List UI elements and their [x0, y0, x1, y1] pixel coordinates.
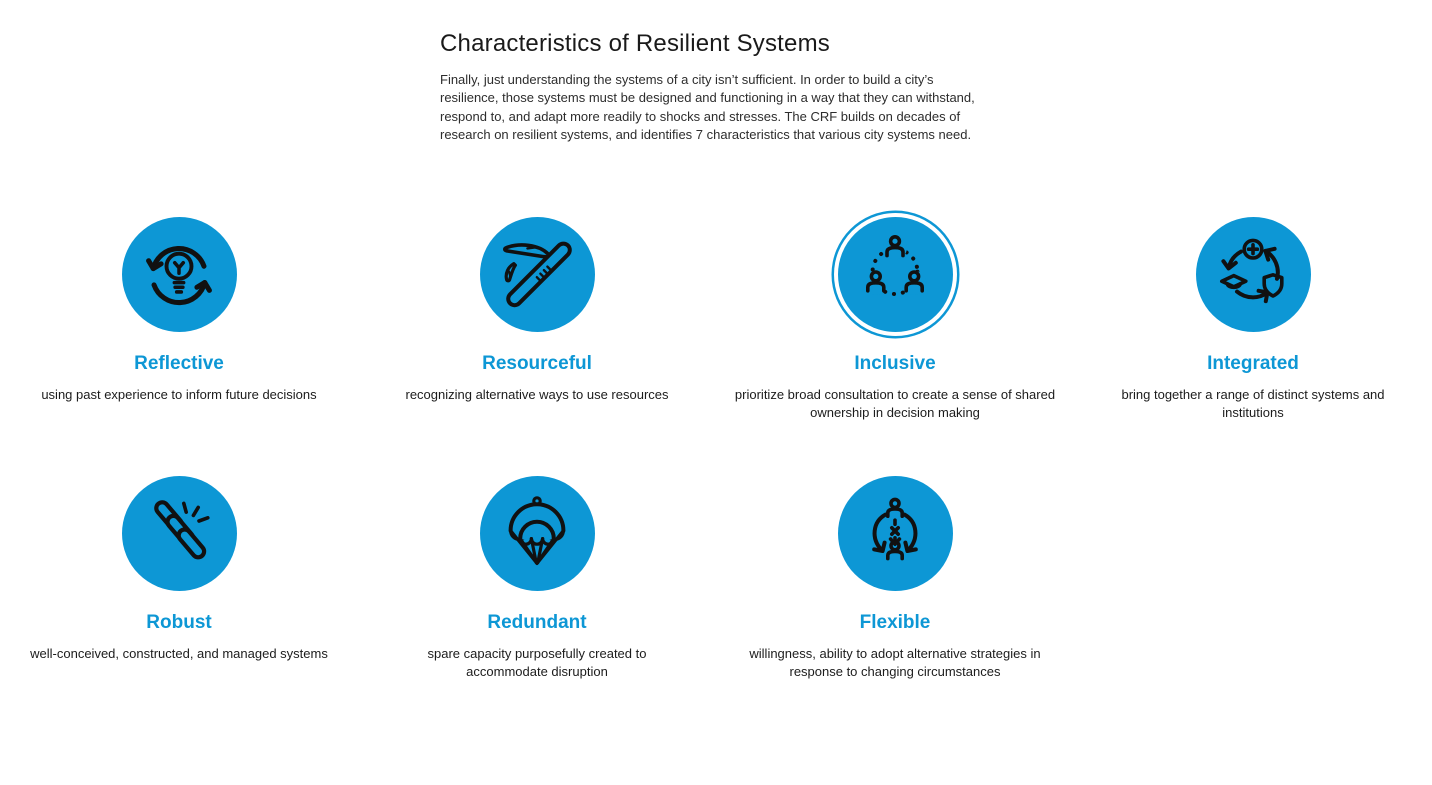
lightbulb-cycle-icon	[140, 235, 218, 313]
characteristic-card-inclusive	[716, 217, 1074, 422]
page-title: Characteristics of Resilient Systems	[440, 30, 830, 57]
characteristic-card-redundant	[358, 476, 716, 681]
characteristic-label: Integrated	[1207, 352, 1299, 374]
characteristic-button-resourceful[interactable]	[480, 217, 595, 332]
characteristic-button-flexible[interactable]	[838, 476, 953, 591]
characteristic-button-integrated[interactable]	[1196, 217, 1311, 332]
characteristic-label: Reflective	[134, 352, 224, 374]
characteristics-grid	[0, 217, 1432, 681]
characteristic-button-robust[interactable]	[122, 476, 237, 591]
characteristic-card-flexible	[716, 476, 1074, 681]
swiss-army-knife-icon	[497, 234, 577, 314]
characteristic-description: bring together a range of distinct systems and institutions	[1121, 386, 1385, 420]
characteristic-description: prioritize broad consultation to create a sense of shared ownership in decision making	[734, 386, 1056, 420]
characteristic-description: using past experience to inform future decisions	[41, 386, 317, 402]
characteristic-button-inclusive[interactable]	[838, 217, 953, 332]
characteristic-label: Inclusive	[854, 352, 936, 374]
characteristic-card-resourceful	[358, 217, 716, 422]
alternative-path-icon	[855, 493, 935, 573]
characteristic-card-robust	[0, 476, 358, 681]
integration-cycle-icon	[1213, 234, 1293, 314]
chain-link-icon	[139, 493, 219, 573]
characteristic-description: willingness, ability to adopt alternative strategies in response to changing circumstances	[749, 645, 1041, 679]
parachute-icon	[497, 493, 577, 573]
characteristic-label: Robust	[146, 611, 212, 633]
characteristic-description: well-conceived, constructed, and managed systems	[30, 645, 328, 661]
characteristic-description: recognizing alternative ways to use resources	[405, 386, 669, 402]
characteristic-label: Redundant	[487, 611, 587, 633]
people-circle-icon	[855, 234, 935, 314]
characteristic-label: Flexible	[859, 611, 931, 633]
characteristic-label: Resourceful	[482, 352, 592, 374]
intro-paragraph: Finally, just understanding the systems of a city isn’t sufficient. In order to build a city’s resilience, those systems must be designed and functioning in a way that they can withstand, respond to, and adapt more readily to shocks and stresses. The CRF builds on decades of research on resilient systems, and identifies 7 characteristics that various city systems need.	[440, 72, 975, 143]
page-header	[440, 30, 992, 145]
characteristic-button-reflective[interactable]	[122, 217, 237, 332]
characteristic-button-redundant[interactable]	[480, 476, 595, 591]
characteristic-description: spare capacity purposefully created to accommodate disruption	[427, 645, 647, 679]
characteristic-card-integrated	[1074, 217, 1432, 422]
characteristic-card-reflective	[0, 217, 358, 422]
